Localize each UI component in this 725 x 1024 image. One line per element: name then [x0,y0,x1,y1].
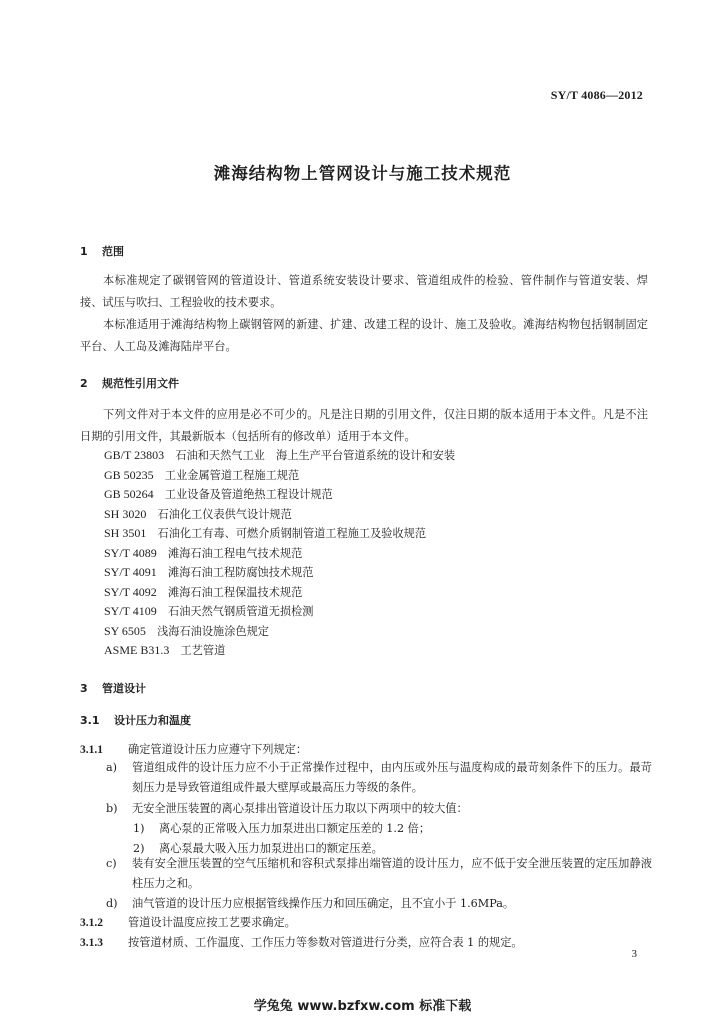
reference-item [104,524,455,544]
reference-item [104,544,455,564]
clause-3-1-1 [80,741,307,757]
reference-code: SY 6505 [104,623,146,638]
item-text: 装有安全泄压装置的空气压缩机和容积式泵排出端管道的设计压力，应不低于安全泄压装置的定压加静液柱压力之和。 [132,857,652,890]
reference-title: 石油天然气钢质管道无损检测 [168,605,314,618]
reference-item [104,505,455,525]
footer-watermark: 学兔兔 www.bzfxw.com 标准下载 [253,999,472,1014]
scope-paragraph-2: 本标准适用于滩海结构物上碳钢管网的新建、扩建、改建工程的设计、施工及验收。滩海结构物包括钢制固定平台、人工岛及滩海陆岸平台。 [80,318,648,353]
reference-code: SY/T 4089 [104,545,157,560]
reference-code: GB/T 23803 [104,448,165,462]
reference-code: ASME B31.3 [104,643,170,657]
item-marker: b) [106,802,118,815]
item-text: 离心泵最大吸入压力加泵进出口的额定压差。 [159,842,383,855]
reference-code: SY/T 4109 [104,604,157,618]
item-text: 管道组成件的设计压力应不小于正常操作过程中，由内压或外压与温度构成的最苛刻条件下的压力。最苛刻压力是导致管道组成件最大壁厚或最高压力等级的条件。 [132,761,652,794]
reference-item [104,602,455,622]
item-marker: c) [106,857,117,870]
reference-title: 工艺管道 [180,644,226,657]
clause-text: 确定管道设计压力应遵守下列规定： [128,743,308,756]
section-number: 2 [80,377,88,390]
reference-item [104,563,455,583]
reference-title: 滩海石油工程防腐蚀技术规范 [168,566,314,579]
section-title: 范围 [102,245,124,258]
section-title: 管道设计 [102,682,146,695]
reference-title: 石油和天然气工业 海上生产平台管道系统的设计和安装 [175,449,456,462]
list-item-c [106,854,652,894]
reference-title: 石油化工有毒、可燃介质钢制管道工程施工及验收规范 [157,527,427,540]
reference-code: SH 3501 [104,526,147,540]
item-marker: 2) [133,842,145,855]
list-item-a [106,758,652,798]
section-1-heading [80,243,124,259]
reference-list [104,446,455,661]
item-text: 离心泵的正常吸入压力加泵进出口额定压差的 1.2 倍； [159,822,431,835]
standard-code: SY/T 4086—2012 [550,88,643,102]
clause-number: 3.1.3 [80,937,103,949]
section-3-1-heading [80,712,191,728]
section-3-heading [80,680,146,696]
page-number: 3 [631,948,637,960]
item-marker: a) [106,761,118,774]
section-2-heading [80,375,179,391]
clause-text: 按管道材质、工作温度、工作压力等参数对管道进行分类，应符合表 1 的规定。 [128,936,523,949]
item-marker: 1) [133,822,145,835]
reference-title: 工业设备及管道绝热工程设计规范 [164,488,333,501]
clause-3-1-3 [80,934,523,950]
item-text: 油气管道的设计压力应根据管线操作压力和回压确定，且不宜小于 1.6MPa。 [132,897,515,910]
reference-title: 滩海石油工程保温技术规范 [168,585,303,599]
reference-item [104,446,455,466]
clause-number: 3.1.2 [80,917,103,929]
reference-item [104,485,455,505]
list-item-d [106,894,652,914]
reference-item [104,622,455,642]
reference-code: SH 3020 [104,506,147,521]
sub-item-1 [133,820,430,836]
reference-item [104,466,455,486]
item-marker: d) [106,897,118,910]
section-title: 规范性引用文件 [102,377,179,390]
reference-title: 工业金属管道工程施工规范 [164,468,300,482]
section-number: 3 [80,682,88,695]
clause-text: 管道设计温度应按工艺要求确定。 [128,916,296,929]
reference-code: SY/T 4092 [104,584,157,599]
document-title: 滩海结构物上管网设计与施工技术规范 [213,164,512,183]
reference-title: 滩海石油工程电气技术规范 [168,546,303,560]
reference-title: 浅海石油设施涂色规定 [157,624,269,638]
clause-number: 3.1.1 [80,744,103,756]
scope-paragraph-1: 本标准规定了碳钢管网的管道设计、管道系统安装设计要求、管道组成件的检验、管件制作与管道安装、焊接、试压与吹扫、工程验收的技术要求。 [80,274,648,309]
reference-item [104,583,455,603]
clause-3-1-2 [80,914,296,930]
list-item-b [106,799,652,819]
section-title: 设计压力和温度 [114,714,191,727]
item-text: 无安全泄压装置的离心泵排出管道设计压力取以下两项中的较大值： [132,802,468,815]
section-number: 1 [80,245,88,258]
reference-item [104,641,455,661]
reference-code: SY/T 4091 [104,565,157,579]
section-number: 3.1 [80,714,100,727]
reference-code: GB 50235 [104,467,154,482]
reference-code: GB 50264 [104,487,154,501]
references-intro: 下列文件对于本文件的应用是必不可少的。凡是注日期的引用文件，仅注日期的版本适用于本文件。凡是不注日期的引用文件，其最新版本（包括所有的修改单）适用于本文件。 [80,408,648,443]
reference-title: 石油化工仪表供气设计规范 [157,507,292,521]
